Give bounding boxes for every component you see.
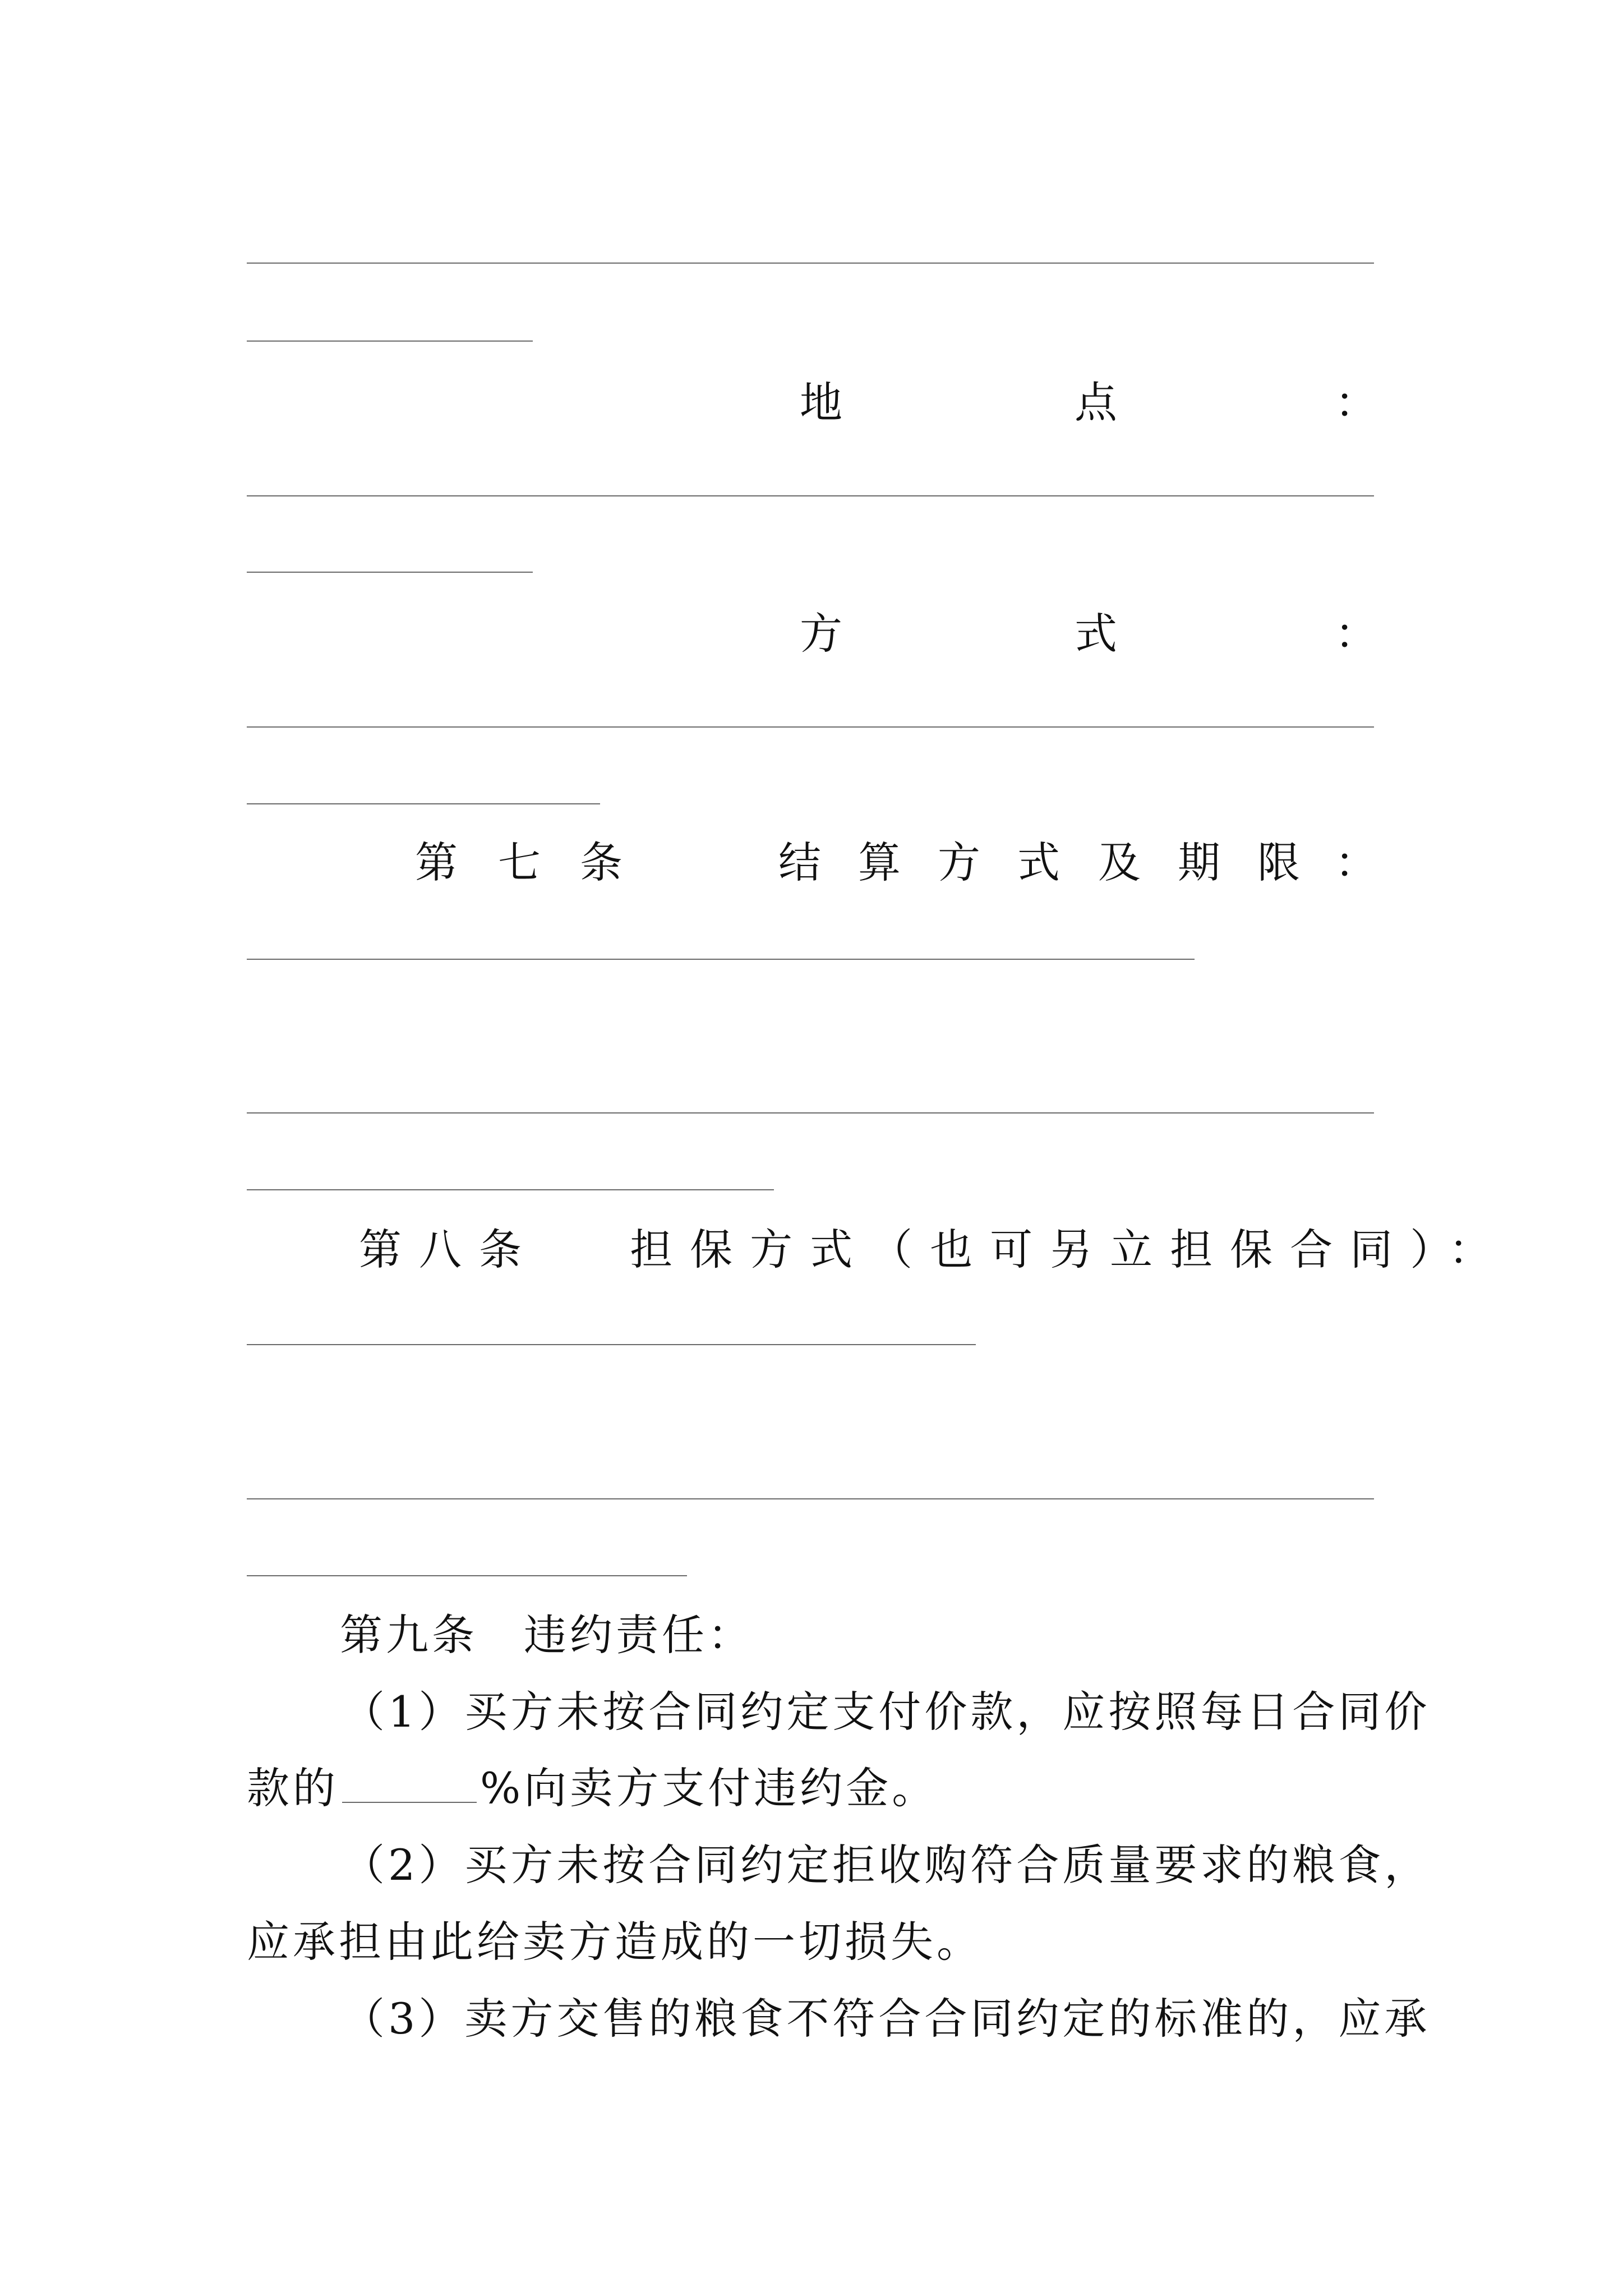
place-char-1: 地 [800,378,842,427]
blank-line [247,495,1374,496]
article7-number-char: 条 [580,838,623,887]
blank-line [247,1498,1374,1499]
method-char-2: 式 [1075,609,1117,659]
article9-item3-line1: （3）卖方交售的粮食不符合合同约定的标准的，应承 [342,1994,1431,2044]
blank-line [247,1344,976,1345]
article9-heading: 第九条 违约责任： [340,1610,754,1660]
article9-item1-line1: （1）买方未按合同约定支付价款，应按照每日合同价 [342,1687,1431,1737]
blank-line [247,959,1195,960]
article8-heading: 第八条 担保方式（也可另立担保合同）： [359,1225,1509,1274]
item1-suffix: %向卖方支付违约金。 [480,1763,938,1813]
blank-line [247,803,600,804]
place-colon: ： [1335,378,1377,427]
article7-colon: ： [1335,838,1377,887]
article7-title-char: 及 [1098,838,1141,887]
article9-item2-line2: 应承担由此给卖方造成的一切损失。 [247,1917,983,1967]
blank-line [247,263,1374,264]
article7-title-char: 结 [778,838,821,887]
percent-blank [342,1768,477,1803]
article7-title-char: 算 [858,838,901,887]
item1-prefix: 款的 [247,1763,339,1813]
article7-title-char: 期 [1178,838,1220,887]
blank-line [247,341,533,342]
article9-item1-line2 [247,1760,1396,1816]
blank-line [247,572,533,573]
article7-number-char: 七 [498,838,541,887]
blank-line [247,1112,1374,1114]
method-colon: ： [1335,609,1377,659]
blank-line [247,1189,774,1190]
method-char-1: 方 [800,609,842,659]
method-label-row [0,606,1623,662]
article7-title-char: 式 [1017,838,1060,887]
blank-line [247,1575,687,1576]
article9-item2-line1: （2）买方未按合同约定拒收购符合质量要求的粮食， [342,1840,1431,1890]
article7-title-char: 限 [1257,838,1300,887]
place-label-row [0,375,1623,431]
blank-line [247,726,1374,728]
place-char-2: 点 [1075,378,1117,427]
article7-number-char: 第 [415,838,458,887]
article7-heading [0,835,1623,891]
article7-title-char: 方 [938,838,980,887]
